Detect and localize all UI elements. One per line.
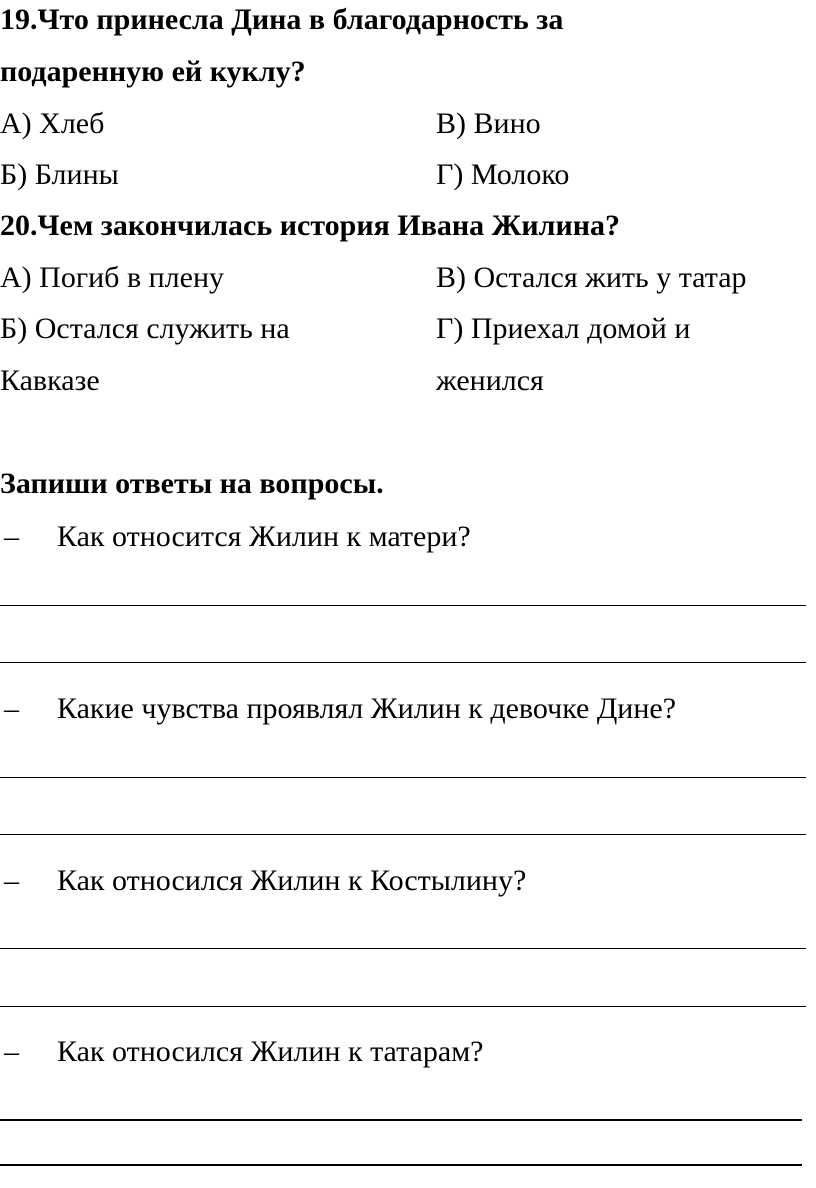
question-1-text: Как относится Жилин к матери? xyxy=(57,520,471,553)
q19-option-a: А) Хлеб xyxy=(0,107,105,140)
answer-line-4b[interactable] xyxy=(0,1164,802,1166)
q19-option-b: Б) Блины xyxy=(0,158,119,191)
q19-option-v: В) Вино xyxy=(436,107,541,140)
q20-option-v: В) Остался жить у татар xyxy=(436,261,747,294)
answer-line-3b[interactable] xyxy=(0,1006,806,1007)
q20-title: 20.Чем закончилась история Ивана Жилина? xyxy=(0,209,621,242)
answer-line-4a[interactable] xyxy=(0,1119,802,1121)
question-1-dash: – xyxy=(4,520,19,553)
answer-line-3a[interactable] xyxy=(0,948,806,949)
question-3-text: Как относился Жилин к Костылину? xyxy=(57,864,527,897)
q19-title-line1: 19.Что принесла Дина в благодарность за xyxy=(0,3,564,36)
q20-option-g-line1: Г) Приехал домой и xyxy=(436,312,691,345)
q20-option-a: А) Погиб в плену xyxy=(0,261,225,294)
q19-option-g: Г) Молоко xyxy=(436,158,570,191)
answer-line-1a[interactable] xyxy=(0,605,806,606)
answer-line-2b[interactable] xyxy=(0,834,806,835)
answer-line-1b[interactable] xyxy=(0,662,806,663)
q19-title-line2: подаренную ей куклу? xyxy=(0,55,306,88)
question-2-dash: – xyxy=(4,692,19,725)
section-heading: Запиши ответы на вопросы. xyxy=(0,467,384,500)
question-4-dash: – xyxy=(4,1035,19,1068)
q20-option-b-line2: Кавказе xyxy=(0,364,100,397)
answer-line-2a[interactable] xyxy=(0,777,806,778)
q20-option-g-line2: женился xyxy=(436,364,544,397)
question-2-text: Какие чувства проявлял Жилин к девочке Дине? xyxy=(57,692,677,725)
q20-option-b-line1: Б) Остался служить на xyxy=(0,312,290,345)
question-4-text: Как относился Жилин к татарам? xyxy=(57,1035,484,1068)
question-3-dash: – xyxy=(4,864,19,897)
